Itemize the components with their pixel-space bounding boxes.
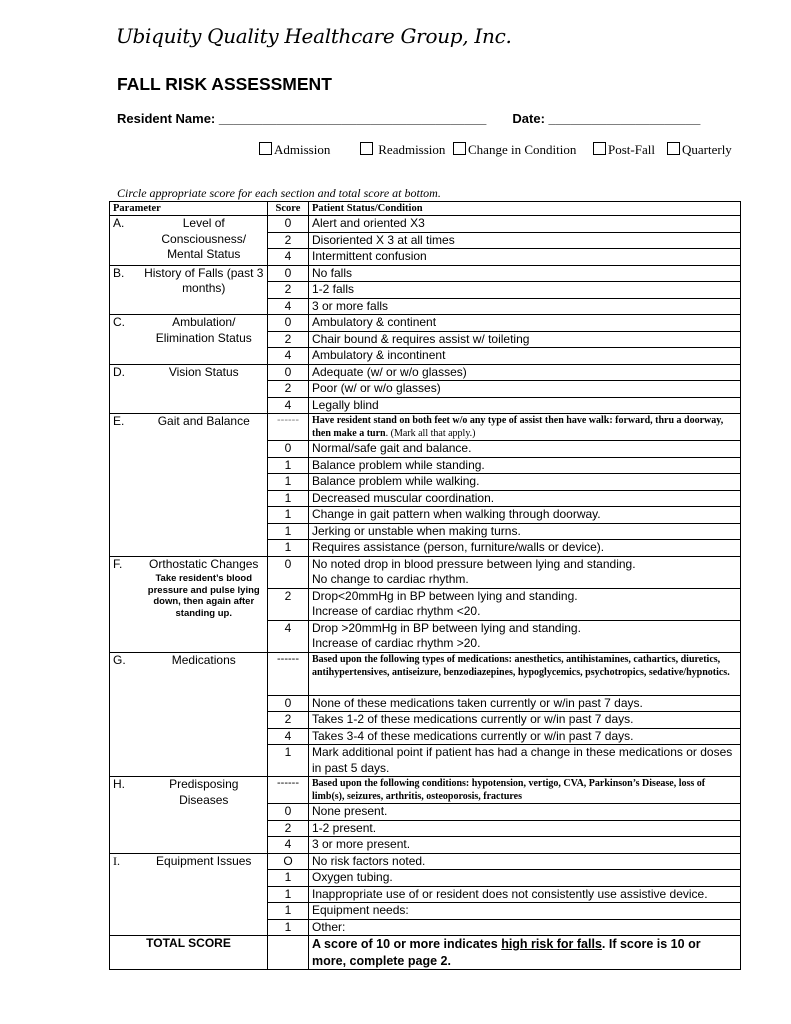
condition-cell: Oxygen tubing. (309, 870, 741, 887)
score-cell[interactable]: 1 (268, 886, 309, 903)
score-cell[interactable]: 1 (268, 457, 309, 474)
checkbox-quarterly[interactable]: Quarterly (667, 142, 732, 158)
condition-cell: Alert and oriented X3 (309, 216, 741, 233)
score-cell[interactable]: 1 (268, 507, 309, 524)
total-score-note: A score of 10 or more indicates high risk for falls. If score is 10 or more, complete page 2. (309, 936, 741, 970)
score-cell[interactable]: 1 (268, 523, 309, 540)
score-cell[interactable]: 2 (268, 232, 309, 249)
section-letter: C. (110, 315, 141, 365)
condition-cell: 3 or more present. (309, 837, 741, 854)
form-title: FALL RISK ASSESSMENT (117, 74, 332, 94)
score-cell[interactable]: 4 (268, 397, 309, 414)
parameter-note: Take resident’s blood pressure and pulse lying down, then again after standing up. (147, 573, 260, 619)
total-score-cell[interactable] (268, 936, 309, 970)
score-cell[interactable]: 4 (268, 728, 309, 745)
parameter-name: Orthostatic Changes Take resident’s blood pressure and pulse lying down, then again after standing up. (141, 556, 268, 652)
table-row (110, 265, 741, 282)
score-cell-na: ------ (268, 414, 309, 441)
section-letter: F. (110, 556, 141, 652)
score-cell[interactable]: 4 (268, 837, 309, 854)
condition-cell: Takes 3-4 of these medications currently or w/in past 7 days. (309, 728, 741, 745)
condition-cell: Takes 1-2 of these medications currently or w/in past 7 days. (309, 712, 741, 729)
score-cell[interactable]: 1 (268, 474, 309, 491)
condition-cell: Inappropriate use of or resident does not consistently use assistive device. (309, 886, 741, 903)
score-cell[interactable]: 4 (268, 249, 309, 266)
table-row (110, 216, 741, 233)
assessment-type-options (0, 142, 791, 160)
parameter-name: Predisposing Diseases (141, 777, 268, 854)
section-letter: I. (110, 853, 141, 936)
checkbox-readmission[interactable]: Readmission (360, 142, 445, 158)
condition-cell: Poor (w/ or w/o glasses) (309, 381, 741, 398)
condition-cell: None present. (309, 804, 741, 821)
score-cell[interactable]: 2 (268, 712, 309, 729)
condition-cell: Balance problem while walking. (309, 474, 741, 491)
condition-cell: Ambulatory & continent (309, 315, 741, 332)
checkbox-box[interactable] (667, 142, 680, 155)
condition-cell: Balance problem while standing. (309, 457, 741, 474)
date-label: Date: (512, 111, 545, 126)
section-letter: D. (110, 364, 141, 414)
condition-cell: Intermittent confusion (309, 249, 741, 266)
condition-cell: Decreased muscular coordination. (309, 490, 741, 507)
score-cell[interactable]: 4 (268, 348, 309, 365)
score-cell[interactable]: 1 (268, 745, 309, 777)
company-name: Ubiquity Quality Healthcare Group, Inc. (116, 24, 512, 48)
resident-name-field[interactable]: _____________________________________ (218, 111, 487, 126)
score-cell[interactable]: 0 (268, 364, 309, 381)
checkbox-admission[interactable]: Admission (259, 142, 330, 158)
score-cell[interactable]: 0 (268, 556, 309, 588)
header-score: Score (268, 202, 309, 216)
section-letter: A. (110, 216, 141, 266)
table-row (110, 556, 741, 588)
condition-cell: Requires assistance (person, furniture/walls or device). (309, 540, 741, 557)
condition-cell: Chair bound & requires assist w/ toileting (309, 331, 741, 348)
section-note: Have resident stand on both feet w/o any type of assist then have walk: forward, thru a doorway, then make a turn. (Mark all that apply.) (309, 414, 741, 441)
score-cell[interactable]: O (268, 853, 309, 870)
score-cell[interactable]: 4 (268, 620, 309, 652)
table-header-row (110, 202, 741, 216)
condition-cell: No noted drop in blood pressure between lying and standing. No change to cardiac rhythm. (309, 556, 741, 588)
score-cell-na: ------ (268, 777, 309, 804)
score-cell-na: ------ (268, 652, 309, 695)
condition-cell: Adequate (w/ or w/o glasses) (309, 364, 741, 381)
score-cell[interactable]: 1 (268, 919, 309, 936)
checkbox-box[interactable] (453, 142, 466, 155)
score-cell[interactable]: 0 (268, 265, 309, 282)
checkbox-box[interactable] (360, 142, 373, 155)
table-row (110, 777, 741, 804)
checkbox-box[interactable] (593, 142, 606, 155)
section-note: Based upon the following conditions: hypotension, vertigo, CVA, Parkinson’s Disease, loss of limb(s), seizures, arthritis, osteoporosis, fractures (309, 777, 741, 804)
score-cell[interactable]: 1 (268, 870, 309, 887)
instructions: Circle appropriate score for each section and total score at bottom. (117, 186, 441, 200)
checkbox-change-in-condition[interactable]: Change in Condition (453, 142, 576, 158)
score-cell[interactable]: 2 (268, 381, 309, 398)
score-cell[interactable]: 0 (268, 441, 309, 458)
section-letter: E. (110, 414, 141, 557)
total-score-label: TOTAL SCORE (110, 936, 268, 970)
parameter-name: Medications (141, 652, 268, 777)
table-row (110, 315, 741, 332)
score-cell[interactable]: 1 (268, 903, 309, 920)
condition-cell: Normal/safe gait and balance. (309, 441, 741, 458)
score-cell[interactable]: 0 (268, 315, 309, 332)
condition-cell: 1-2 falls (309, 282, 741, 299)
total-row (110, 936, 741, 970)
condition-cell: Jerking or unstable when making turns. (309, 523, 741, 540)
resident-name-label: Resident Name: (117, 111, 216, 126)
score-cell[interactable]: 1 (268, 490, 309, 507)
parameter-name: History of Falls (past 3 months) (141, 265, 268, 315)
condition-cell: Drop >20mmHg in BP between lying and standing. Increase of cardiac rhythm >20. (309, 620, 741, 652)
condition-cell: Legally blind (309, 397, 741, 414)
table-row (110, 364, 741, 381)
condition-cell: Mark additional point if patient has had a change in these medications or doses in past 5 days. (309, 745, 741, 777)
section-letter: B. (110, 265, 141, 315)
score-cell[interactable]: 0 (268, 695, 309, 712)
condition-cell: Equipment needs: (309, 903, 741, 920)
date-field[interactable]: _____________________ (548, 111, 701, 126)
table-row (110, 853, 741, 870)
resident-date-line (117, 111, 700, 126)
table-row (110, 652, 741, 695)
parameter-name: Vision Status (141, 364, 268, 414)
condition-cell: None of these medications taken currently or w/in past 7 days. (309, 695, 741, 712)
score-cell[interactable]: 1 (268, 540, 309, 557)
score-cell[interactable]: 0 (268, 804, 309, 821)
condition-cell: Other: (309, 919, 741, 936)
score-cell[interactable]: 2 (268, 282, 309, 299)
score-cell[interactable]: 2 (268, 820, 309, 837)
score-cell[interactable]: 2 (268, 331, 309, 348)
checkbox-box[interactable] (259, 142, 272, 155)
score-cell[interactable]: 4 (268, 298, 309, 315)
condition-cell: No falls (309, 265, 741, 282)
condition-cell: 3 or more falls (309, 298, 741, 315)
parameter-name: Gait and Balance (141, 414, 268, 557)
condition-cell: Ambulatory & incontinent (309, 348, 741, 365)
parameter-name: Level of Consciousness/ Mental Status (141, 216, 268, 266)
header-parameter: Parameter (110, 202, 268, 216)
checkbox-post-fall[interactable]: Post-Fall (593, 142, 655, 158)
fall-risk-table (109, 201, 741, 970)
parameter-name: Ambulation/ Elimination Status (141, 315, 268, 365)
condition-cell: No risk factors noted. (309, 853, 741, 870)
header-condition: Patient Status/Condition (309, 202, 741, 216)
parameter-name: Equipment Issues (141, 853, 268, 936)
condition-cell: Disoriented X 3 at all times (309, 232, 741, 249)
condition-cell: Change in gait pattern when walking through doorway. (309, 507, 741, 524)
score-cell[interactable]: 2 (268, 588, 309, 620)
condition-cell: Drop<20mmHg in BP between lying and standing. Increase of cardiac rhythm <20. (309, 588, 741, 620)
section-letter: H. (110, 777, 141, 854)
section-note: Based upon the following types of medications: anesthetics, antihistamines, cathartics, diuretics, antihypertensives, antiseizure, benzodiazepines, hypoglycemics, psychotropics, sedative/hypnotics. (309, 652, 741, 695)
table-row (110, 414, 741, 441)
condition-cell: 1-2 present. (309, 820, 741, 837)
score-cell[interactable]: 0 (268, 216, 309, 233)
section-letter: G. (110, 652, 141, 777)
